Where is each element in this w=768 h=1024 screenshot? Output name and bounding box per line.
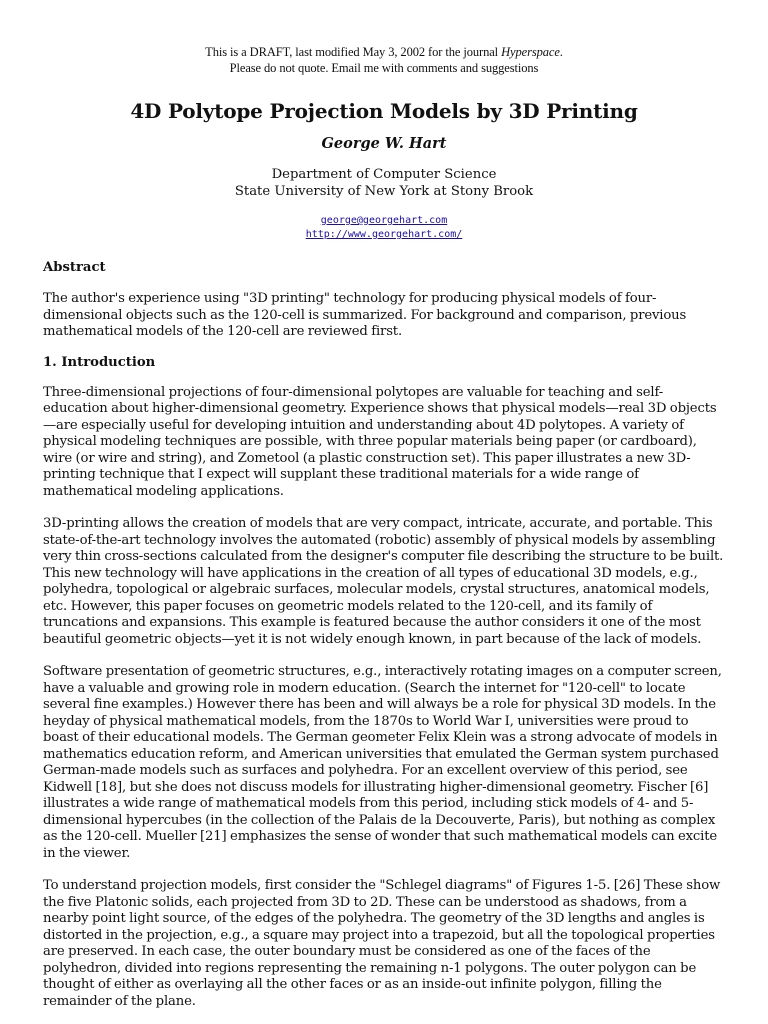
affiliation — [43, 166, 725, 200]
author-name: George W. Hart — [321, 135, 447, 152]
contact-links — [43, 214, 725, 242]
website-link[interactable]: http://www.georgehart.com/ — [305, 229, 463, 240]
intro-paragraph-2: 3D-printing allows the creation of models that are very compact, intricate, accurate, and portable. This state-of-the-art technology involves the automated (robotic) assembly of physical models by assembling very thin cross-sections calculated from the designer's computer file describing the structure to be built. This new technology will have applications in the creation of all types of educational 3D models, e.g., polyhedra, topological or algebraic surfaces, molecular models, crystal structures, anatomical models, etc. However, this paper focuses on geometric models related to the 120-cell, and its family of truncations and expansions. This example is featured because the author considers it one of the most beautiful geometric objects—yet it is not widely enough known, in part because of the lack of models. — [43, 516, 724, 647]
department: Department of Computer Science — [271, 167, 497, 182]
draft-notice-period: . — [559, 45, 563, 59]
journal-name: Hyperspace — [501, 45, 560, 59]
email-link[interactable]: george@georgehart.com — [320, 215, 448, 226]
draft-notice-line-1 — [43, 44, 725, 60]
abstract-heading: Abstract — [43, 260, 106, 275]
intro-paragraph-4: To understand projection models, first consider the "Schlegel diagrams" of Figures 1-5. [26] These show the five Platonic solids, each projected from 3D to 2D. These can be understood as shadows, from a nearby point light source, of the edges of the polyhedra. The geometry of the 3D lengths and angles is distorted in the projection, e.g., a square may project into a trapezoid, but all the topological properties are preserved. In each case, the outer boundary must be considered as one of the faces of the polyhedron, divided into regions representing the remaining n-1 polygons. The outer polygon can be thought of either as overlaying all the other faces or as an inside-out infinite polygon, filling the remainder of the plane. — [43, 878, 721, 1009]
intro-paragraph-1: Three-dimensional projections of four-dimensional polytopes are valuable for teaching and self-education about higher-dimensional geometry. Experience shows that physical models—real 3D objects—are especially useful for developing intuition and understanding about 4D polytopes. A variety of physical modeling techniques are possible, with three popular materials being paper (or cardboard), wire (or wire and string), and Zometool (a plastic construction set). This paper illustrates a new 3D-printing technique that I expect will supplant these traditional materials for a wide range of mathematical modeling applications. — [43, 384, 717, 499]
draft-notice-text: This is a DRAFT, last modified May 3, 2002 for the journal — [205, 45, 502, 59]
draft-notice — [43, 44, 725, 76]
document-page — [43, 44, 725, 1010]
draft-notice-line-2: Please do not quote. Email me with comments and suggestions — [229, 61, 539, 75]
abstract-text: The author's experience using "3D printing" technology for producing physical models of four-dimensional objects such as the 120-cell is summarized. For background and comparison, previous mathematical models of the 120-cell are reviewed first. — [43, 291, 687, 339]
university: State University of New York at Stony Brook — [234, 184, 534, 199]
intro-paragraph-3: Software presentation of geometric structures, e.g., interactively rotating images on a computer screen, have a valuable and growing role in modern education. (Search the internet for "120-cell" to locate several fine examples.) However there has been and will always be a role for physical 3D models. In the heyday of physical mathematical models, from the 1870s to World War I, universities were proud to boast of their educational models. The German geometer Felix Klein was a strong advocate of models in mathematics education reform, and American universities that emulated the German system purchased German-made models such as surfaces and polyhedra. For an excellent overview of this period, see Kidwell [18], but she does not discuss models for illustrating higher-dimensional geometry. Fischer [6] illustrates a wide range of mathematical models from this period, including stick models of 4- and 5-dimensional hypercubes (in the collection of the Palais de la Decouverte, Paris), but nothing as complex as the 120-cell. Mueller [21] emphasizes the sense of wonder that such mathematical models can excite in the viewer. — [43, 664, 722, 861]
introduction-heading: 1. Introduction — [43, 354, 156, 370]
paper-title: 4D Polytope Projection Models by 3D Printing — [130, 99, 638, 123]
